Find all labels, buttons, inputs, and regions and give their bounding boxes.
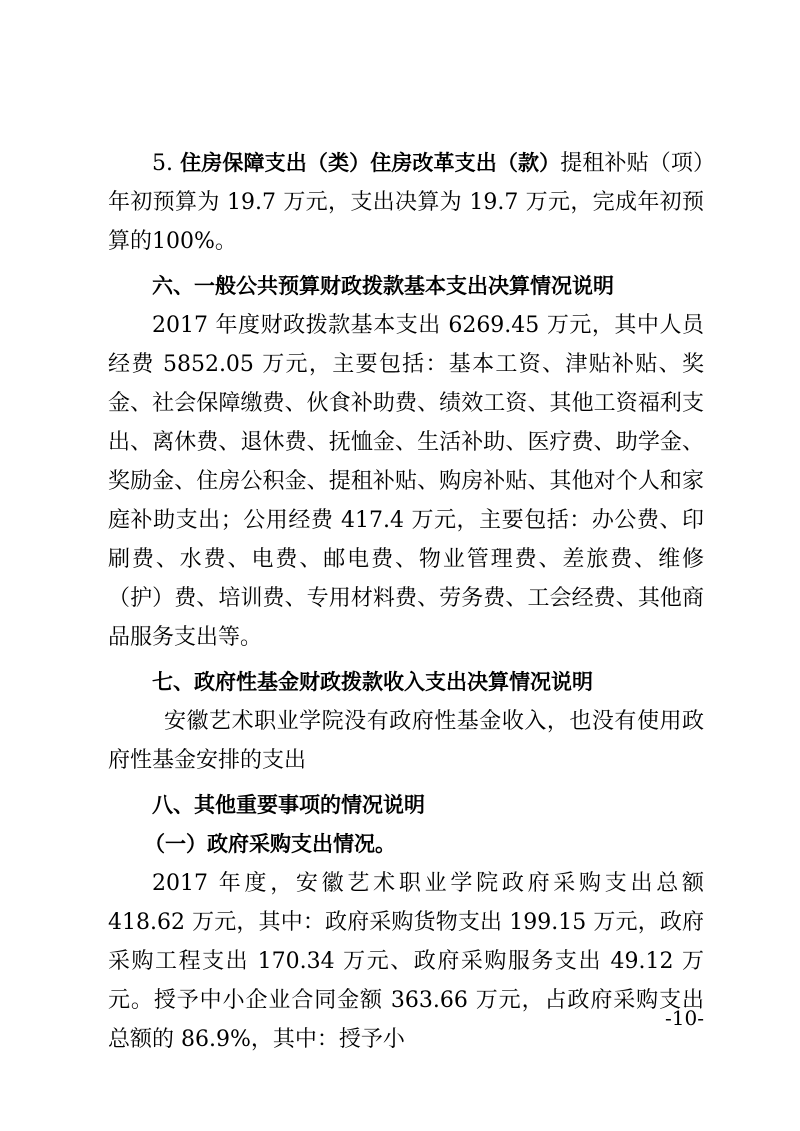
section-8-heading: 八、其他重要事项的情况说明 bbox=[152, 793, 425, 817]
item-5-bold-title: 住房保障支出（类）住房改革支出（款） bbox=[180, 151, 561, 175]
section-8-subheading-1: （一）政府采购支出情况。 bbox=[144, 832, 396, 856]
section-6-body: 2017 年度财政拨款基本支出 6269.45 万元，其中人员经费 5852.05 万元，主要包括：基本工资、津贴补贴、奖金、社会保障缴费、伙食补助费、绩效工资、其他工资福利支出、离休费、退休费、抚恤金、生活补助、医疗费、助学金、奖励金、住房公积金、提租补贴、购房补贴、其他对个人和家庭补助支出；公用经费 417.4 万元，主要包括：办公费、印刷费、水费、电费、邮电费、物业管理费、差旅费、维修（护）费、培训费、专用材料费、劳务费、工会经费、其他商品服务支出等。 bbox=[108, 313, 704, 650]
item-5-text: 提租补贴（项）年初预算为 19.7 万元，支出决算为 19.7 万元，完成年初预算的100%。 bbox=[108, 151, 704, 254]
section-8-sub-1-body: 2017 年度，安徽艺术职业学院政府采购支出总额 418.62 万元，其中：政府采购货物支出 199.15 万元，政府采购工程支出 170.34 万元、政府采购服务支出 49.12 万元。授予中小企业合同金额 363.66 万元，占政府采购支出总额的 86.9%，其中：授予小 bbox=[108, 871, 704, 1052]
section-7-body: 安徽艺术职业学院没有政府性基金收入，也没有使用政府性基金安排的支出 bbox=[108, 709, 704, 773]
page-number: -10- bbox=[665, 1006, 704, 1030]
section-6-heading: 六、一般公共预算财政拨款基本支出决算情况说明 bbox=[152, 274, 614, 298]
item-5-number: 5. bbox=[152, 151, 173, 176]
section-7-heading: 七、政府性基金财政拨款收入支出决算情况说明 bbox=[152, 670, 593, 694]
item-5-paragraph bbox=[108, 144, 704, 261]
document-page bbox=[108, 144, 704, 1059]
